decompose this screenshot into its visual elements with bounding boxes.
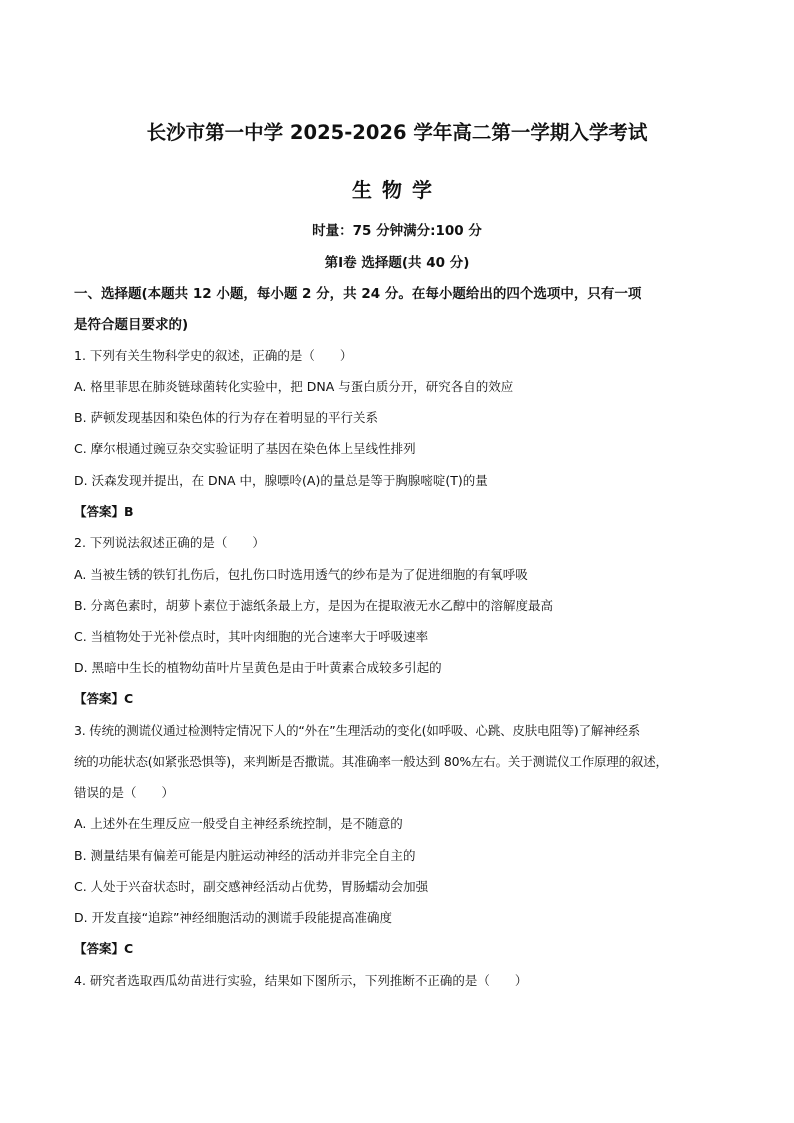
question-3-option-a: A. 上述外在生理反应一般受自主神经系统控制，是不随意的	[74, 816, 403, 831]
question-3-option-b: B. 测量结果有偏差可能是内脏运动神经的活动并非完全自主的	[74, 848, 416, 863]
section-heading-line1: 一、选择题(本题共 12 小题，每小题 2 分，共 24 分。在每小题给出的四个选项中，只有一项	[74, 286, 642, 302]
question-3-answer: 【答案】C	[74, 941, 134, 956]
question-1-answer: 【答案】B	[74, 504, 134, 519]
question-1-option-c: C. 摩尔根通过豌豆杂交实验证明了基因在染色体上呈线性排列	[74, 441, 416, 456]
question-1-stem: 1. 下列有关生物科学史的叙述，正确的是（ ）	[74, 348, 353, 363]
question-2-option-c: C. 当植物处于光补偿点时，其叶肉细胞的光合速率大于呼吸速率	[74, 629, 429, 644]
question-3-option-d: D. 开发直接“追踪”神经细胞活动的测谎手段能提高准确度	[74, 910, 393, 925]
question-1-option-d: D. 沃森发现并提出，在 DNA 中，腺嘌呤(A)的量总是等于胸腺嘧啶(T)的量	[74, 473, 488, 488]
section-heading-line2: 是符合题目要求的)	[74, 317, 189, 333]
question-2-option-b: B. 分离色素时，胡萝卜素位于滤纸条最上方，是因为在提取液无水乙醇中的溶解度最高	[74, 598, 554, 613]
subject-title: 生物学	[352, 178, 442, 202]
time-info: 时量：75 分钟满分:100 分	[312, 223, 482, 239]
question-3-stem-line2: 统的功能状态(如紧张恐惧等)，来判断是否撒谎。其准确率一般达到 80%左右。关于测谎仪工作原理的叙述，	[74, 754, 668, 769]
question-2-stem: 2. 下列说法叙述正确的是（ ）	[74, 535, 265, 550]
question-1-option-a: A. 格里菲思在肺炎链球菌转化实验中，把 DNA 与蛋白质分开，研究各自的效应	[74, 379, 514, 394]
question-4-stem: 4. 研究者选取西瓜幼苗进行实验，结果如下图所示，下列推断不正确的是（ ）	[74, 973, 528, 988]
question-3-stem-line1: 3. 传统的测谎仪通过检测特定情况下人的“外在”生理活动的变化(如呼吸、心跳、皮肤电阻等)了解神经系	[74, 723, 641, 738]
volume-title: 第Ⅰ卷 选择题(共 40 分)	[324, 255, 470, 271]
question-3-option-c: C. 人处于兴奋状态时，副交感神经活动占优势，胃肠蠕动会加强	[74, 879, 429, 894]
question-1-option-b: B. 萨顿发现基因和染色体的行为存在着明显的平行关系	[74, 410, 379, 425]
question-2-answer: 【答案】C	[74, 691, 134, 706]
exam-title: 长沙市第一中学 2025-2026 学年高二第一学期入学考试	[146, 121, 648, 144]
question-2-option-a: A. 当被生锈的铁钉扎伤后，包扎伤口时选用透气的纱布是为了促进细胞的有氧呼吸	[74, 567, 528, 582]
question-2-option-d: D. 黑暗中生长的植物幼苗叶片呈黄色是由于叶黄素合成较多引起的	[74, 660, 442, 675]
question-3-stem-line3: 错误的是（ ）	[74, 785, 175, 800]
